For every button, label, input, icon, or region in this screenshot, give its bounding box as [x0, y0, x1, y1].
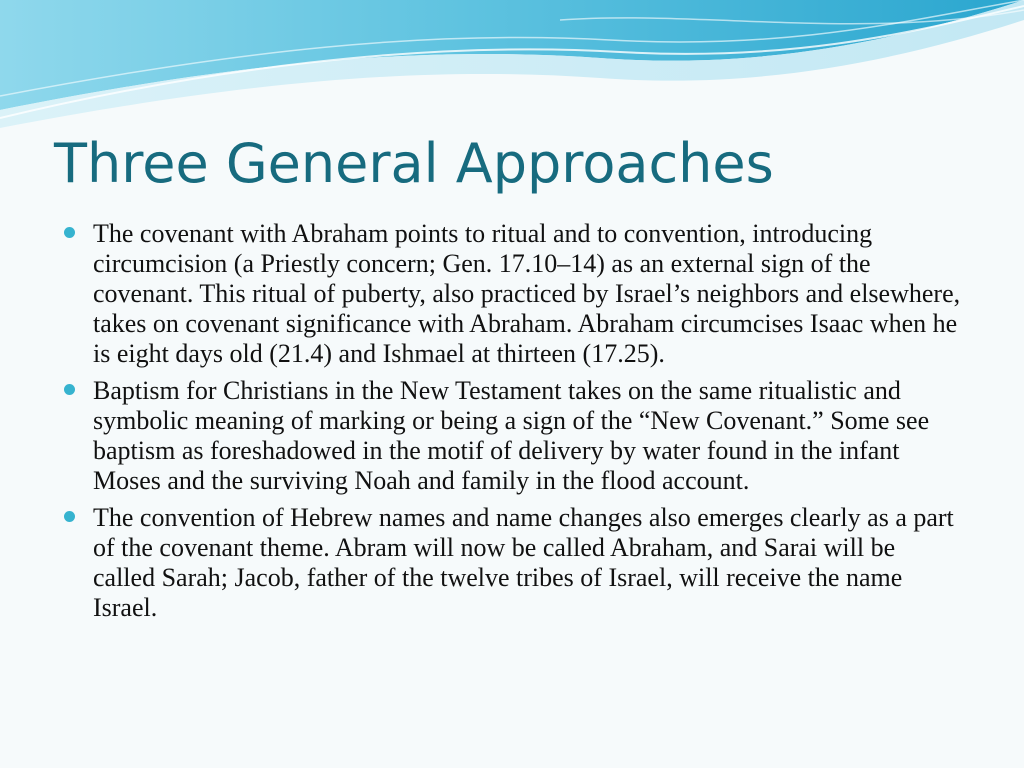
slide-title: Three General Approaches: [54, 132, 774, 195]
bullet-item: [62, 219, 962, 369]
header-wave-decoration: [0, 0, 1024, 140]
bullet-dot-icon: [64, 511, 75, 522]
bullet-text: Baptism for Christians in the New Testament takes on the same ritualistic and symbolic meaning of marking or being a sign of the “New Covenant.” Some see baptism as foreshadowed in the motif of delivery by water found in the infant Moses and the surviving Noah and family in the flood account.: [93, 376, 930, 495]
bullet-item: [62, 503, 962, 623]
bullet-dot-icon: [64, 384, 75, 395]
bullet-text: The covenant with Abraham points to ritual and to convention, introducing circumcision (a Priestly concern; Gen. 17.10–14) as an external sign of the covenant. This ritual of puberty, also practiced by Israel’s neighbors and elsewhere, takes on covenant significance with Abraham. Abraham circumcises Isaac when he is eight days old (21.4) and Ishmael at thirteen (17.25).: [93, 219, 961, 368]
bullet-item: [62, 376, 962, 496]
bullet-list: [62, 219, 962, 630]
bullet-dot-icon: [64, 227, 75, 238]
bullet-text: The convention of Hebrew names and name changes also emerges clearly as a part of the covenant theme. Abram will now be called Abraham, and Sarai will be called Sarah; Jacob, father of the twelve tribes of Israel, will receive the name Israel.: [93, 503, 954, 622]
